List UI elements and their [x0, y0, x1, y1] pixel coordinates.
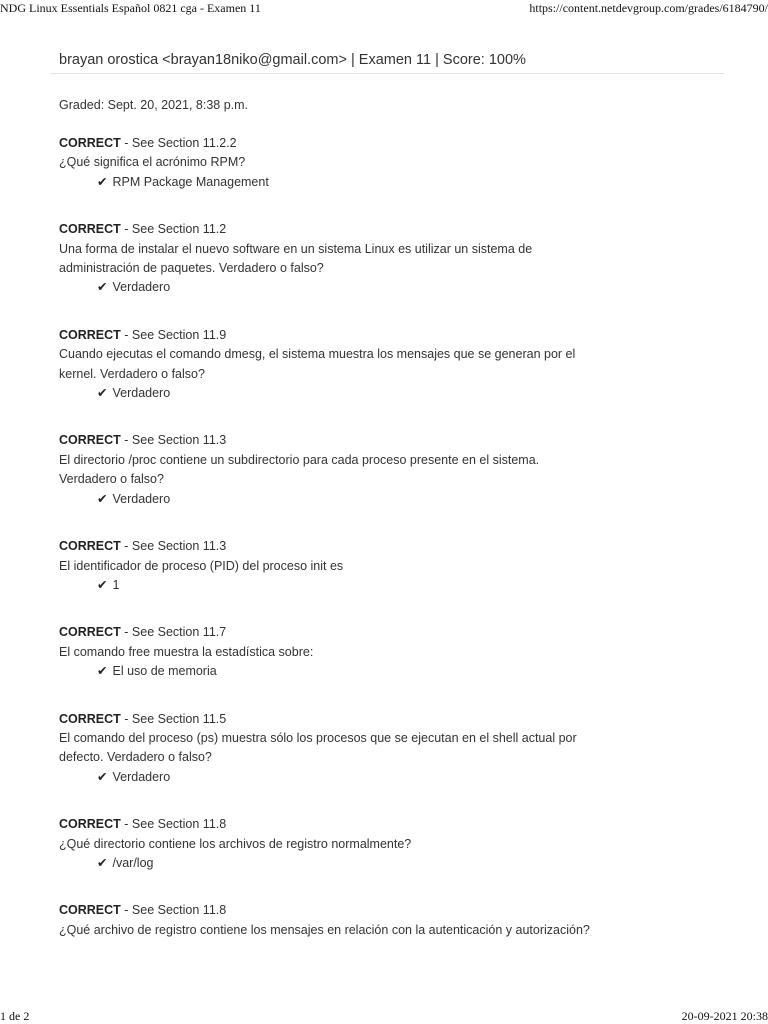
score: Score: 100% [442, 52, 526, 68]
print-date: 20-09-2021 20:38 [681, 1009, 768, 1023]
result-status: CORRECT [59, 903, 121, 918]
page-url[interactable]: https://content.netdevgroup.com/grades/6184790/ [529, 1, 768, 15]
section-reference: - See Section 11.8 [120, 903, 227, 918]
answer-line [59, 576, 619, 595]
question-item [59, 815, 619, 873]
section-reference: - See Section 11.2 [120, 222, 227, 237]
answer-text: Verdadero [112, 280, 171, 295]
question-text: ¿Qué directorio contiene los archivos de registro normalmente? [59, 836, 412, 851]
answer-text: Verdadero [112, 386, 171, 401]
section-reference: - See Section 11.3 [120, 539, 227, 554]
section-reference: - See Section 11.2.2 [120, 136, 237, 150]
answer-line [59, 384, 619, 403]
checkmark-icon: ✔ [97, 386, 108, 401]
question-item [59, 220, 619, 298]
question-item [59, 901, 619, 940]
question-status-line [59, 815, 619, 834]
result-status: CORRECT [59, 433, 121, 448]
document-title: NDG Linux Essentials Español 0821 cga - Examen 11 [0, 1, 261, 15]
question-status-line [59, 623, 619, 642]
answer-line [59, 490, 619, 509]
question-text: ¿Qué significa el acrónimo RPM? [59, 155, 246, 170]
question-item [59, 326, 619, 404]
answer-text: RPM Package Management [112, 174, 269, 189]
question-status-line [59, 710, 619, 729]
heading-separator: | [431, 52, 443, 68]
section-reference: - See Section 11.9 [120, 327, 227, 342]
question-status-line [59, 326, 619, 345]
question-status-line [59, 901, 619, 920]
section-reference: - See Section 11.8 [120, 817, 227, 832]
question-text: ¿Qué archivo de registro contiene los mensajes en relación con la autenticación y autorización? [59, 922, 590, 937]
page-counter: 1 de 2 [0, 1009, 30, 1023]
graded-timestamp: Graded: Sept. 20, 2021, 8:38 p.m. [59, 98, 249, 112]
section-reference: - See Section 11.5 [120, 711, 227, 726]
question-item [59, 134, 619, 192]
student-name: brayan orostica <brayan18niko@gmail.com> [59, 52, 347, 68]
answer-line [59, 854, 619, 873]
checkmark-icon: ✔ [97, 174, 108, 189]
question-text: El comando free muestra la estadística sobre: [59, 644, 314, 659]
exam-heading [59, 48, 724, 72]
question-text: El directorio /proc contiene un subdirectorio para cada proceso presente en el sistema. Verdadero o falso? [59, 452, 540, 487]
answer-line [59, 173, 619, 192]
question-text: El identificador de proceso (PID) del proceso init es [59, 558, 344, 573]
answer-text: /var/log [112, 855, 154, 870]
question-item [59, 623, 619, 681]
answer-text: Verdadero [112, 491, 171, 506]
answer-line [59, 768, 619, 787]
answer-text: El uso de memoria [112, 664, 217, 679]
result-status: CORRECT [59, 711, 121, 726]
question-item [59, 710, 619, 788]
question-item [59, 431, 619, 509]
result-status: CORRECT [59, 817, 121, 832]
heading-divider [50, 73, 724, 74]
result-status: CORRECT [59, 222, 121, 237]
answer-line [59, 662, 619, 681]
question-status-line [59, 220, 619, 239]
question-status-line [59, 431, 619, 450]
print-footer [0, 1009, 768, 1024]
result-status: CORRECT [59, 327, 121, 342]
answer-text: Verdadero [112, 769, 171, 784]
answer-line [59, 278, 619, 297]
question-item [59, 537, 619, 595]
exam-name: Examen 11 [358, 52, 432, 68]
question-text: Una forma de instalar el nuevo software en un sistema Linux es utilizar un sistema de administración de paquetes. Verdadero o falso? [59, 241, 533, 276]
result-status: CORRECT [59, 539, 121, 554]
answer-text: 1 [112, 577, 120, 592]
section-reference: - See Section 11.3 [120, 433, 227, 448]
result-status: CORRECT [59, 136, 121, 150]
section-reference: - See Section 11.7 [120, 625, 227, 640]
checkmark-icon: ✔ [97, 491, 108, 506]
print-header [0, 0, 768, 18]
question-status-line [59, 537, 619, 556]
question-text: El comando del proceso (ps) muestra sólo los procesos que se ejecutan en el shell actual por defecto. Verdadero o falso? [59, 730, 577, 765]
heading-separator: | [346, 52, 359, 68]
result-status: CORRECT [59, 625, 121, 640]
question-list [59, 134, 619, 968]
question-status-line [59, 134, 619, 153]
checkmark-icon: ✔ [97, 664, 108, 679]
checkmark-icon: ✔ [97, 769, 108, 784]
checkmark-icon: ✔ [97, 577, 108, 592]
checkmark-icon: ✔ [97, 280, 108, 295]
checkmark-icon: ✔ [97, 855, 108, 870]
exam-header [59, 48, 724, 72]
question-text: Cuando ejecutas el comando dmesg, el sistema muestra los mensajes que se generan por el kernel. Verdadero o falso? [59, 347, 576, 381]
